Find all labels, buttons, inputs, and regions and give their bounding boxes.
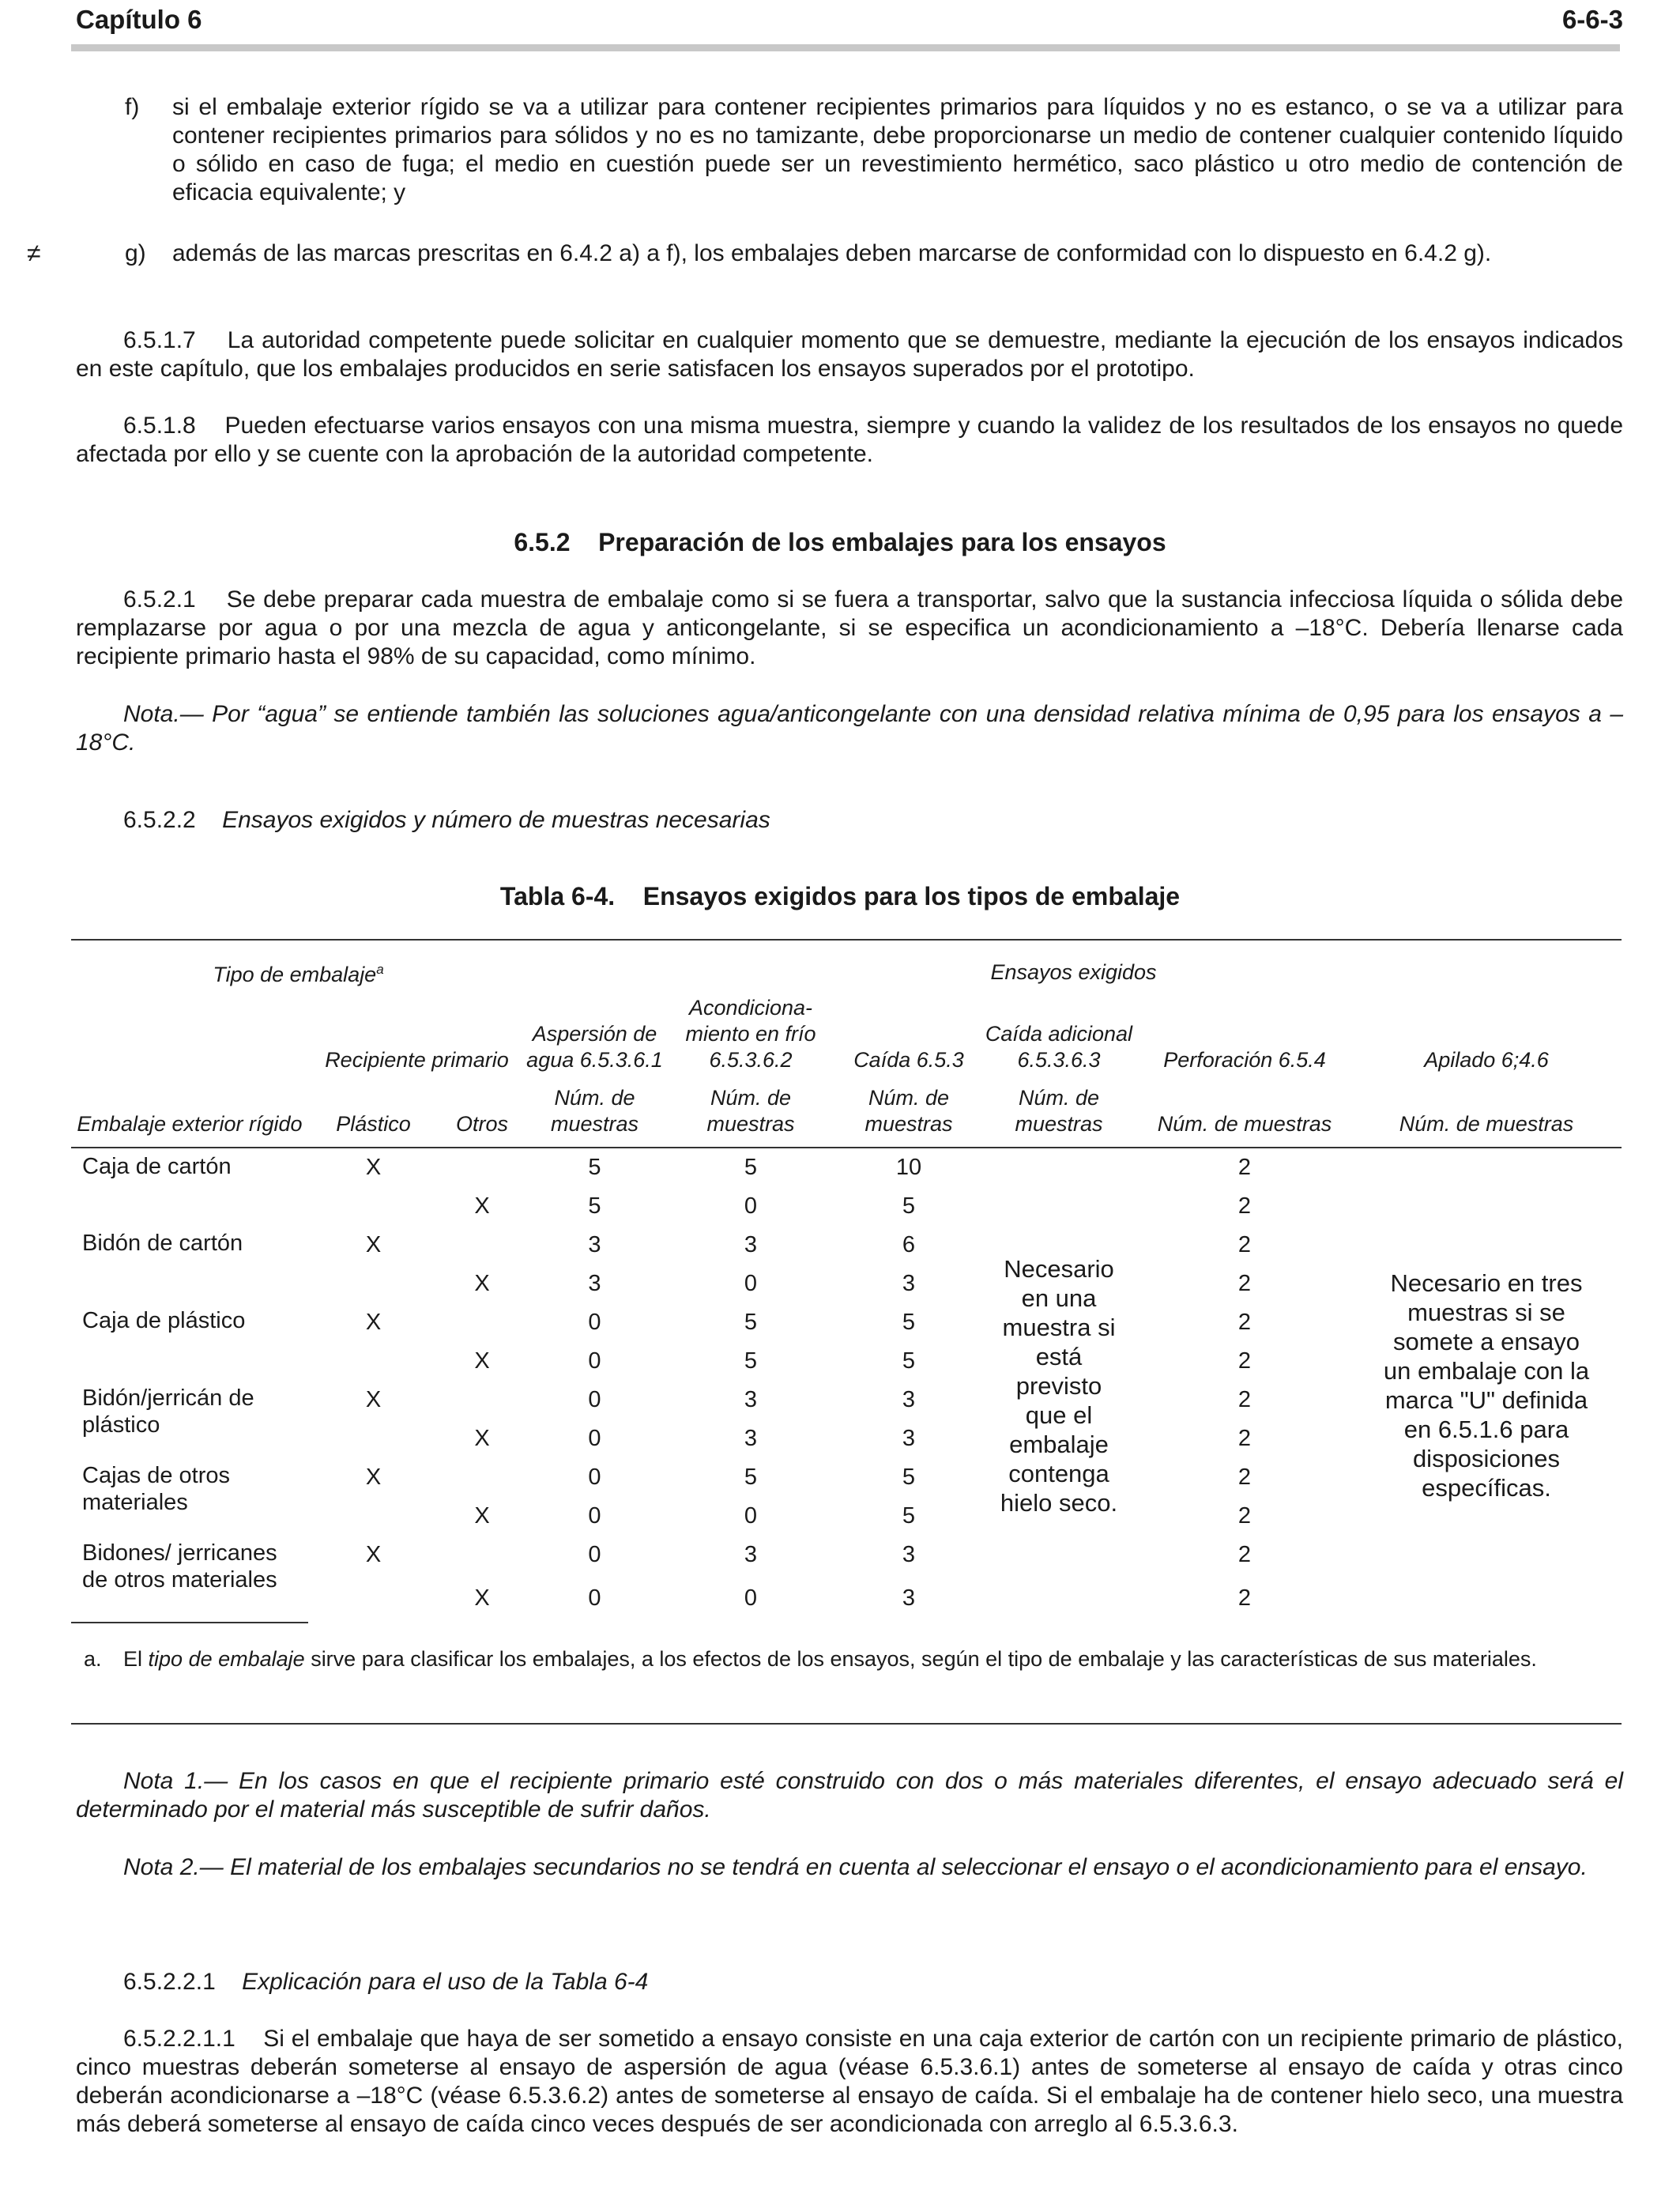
cell-perforacion: 2 <box>1237 1348 1252 1374</box>
cell-plastico: X <box>365 1309 382 1335</box>
footnote-text: El <box>123 1647 143 1671</box>
cell-aspersion: 5 <box>588 1155 601 1180</box>
stacking-note: Necesario en tres muestras si se somete a ensayo un embalaje con la marca "U" definida en 6.5.1.6 para disposiciones específicas. <box>1383 1269 1590 1502</box>
list-item-g <box>125 239 1623 268</box>
header-otros: Otros <box>455 1112 508 1136</box>
cell-perforacion: 2 <box>1237 1193 1252 1219</box>
cell-caida: 5 <box>902 1193 916 1219</box>
cell-caida: 3 <box>902 1386 916 1412</box>
header-tipo-embalaje: Tipo de embalaje$^a$ <box>213 962 384 986</box>
cell-aspersion: 3 <box>588 1231 601 1257</box>
page-number: 6-6-3 <box>1561 5 1623 34</box>
note-text: Por “agua” se entiende también las soluciones agua/anticongelante con una densidad relativa mínima de 0,95 para los ensayos a –18°C. <box>76 701 1624 756</box>
cell-aspersion: 0 <box>588 1502 601 1529</box>
cell-perforacion: 2 <box>1237 1386 1252 1412</box>
cell-acondicionamiento: 3 <box>744 1425 758 1451</box>
header-num-muestras: Núm. de muestras <box>1157 1112 1332 1136</box>
tests-table <box>71 939 1622 1623</box>
paragraph-text: Pueden efectuarse varios ensayos con una misma muestra, siempre y cuando la validez de los resultados de los ensayos no quede afectada por ello y se cuente con la aprobación de la autoridad competente. <box>76 413 1624 467</box>
section-title: Preparación de los embalajes para los ensayos <box>598 528 1166 556</box>
cell-aspersion: 0 <box>588 1309 601 1335</box>
cell-otros: X <box>474 1425 490 1451</box>
cell-aspersion: 0 <box>588 1425 601 1451</box>
paragraph-title: Ensayos exigidos y número de muestras necesarias <box>222 807 770 833</box>
cell-aspersion: 0 <box>588 1386 601 1412</box>
cell-otros <box>439 1535 525 1574</box>
header-num-muestras: Núm. de muestras <box>1399 1112 1574 1136</box>
cell-perforacion: 2 <box>1237 1541 1252 1567</box>
paragraph-6-5-2-2-1-1 <box>76 2025 1623 2139</box>
header-ensayos-exigidos: Ensayos exigidos <box>990 959 1157 984</box>
note-water <box>76 700 1623 757</box>
cell-otros: X <box>474 1502 490 1529</box>
cell-plastico <box>308 1186 439 1225</box>
cell-otros <box>439 1380 525 1419</box>
table-title: Ensayos exigidos para los tipos de embalaje <box>642 882 1181 910</box>
cell-perforacion: 2 <box>1237 1425 1252 1451</box>
cell-acondicionamiento: 3 <box>744 1386 758 1412</box>
paragraph-6-5-2-2-1 <box>76 1968 1623 1996</box>
cell-plastico <box>308 1264 439 1302</box>
paragraph-6-5-2-2 <box>76 806 1623 835</box>
paragraph-6-5-1-8 <box>76 412 1623 469</box>
cell-acondicionamiento: 5 <box>744 1309 758 1335</box>
header-num-muestras: Núm. de muestras <box>550 1086 639 1136</box>
cell-caida: 5 <box>902 1309 916 1335</box>
paragraph-number: 6.5.1.8 <box>123 413 196 439</box>
cell-caida: 3 <box>902 1425 916 1451</box>
paragraph-text: La autoridad competente puede solicitar en cualquier momento que se demuestre, mediante la ejecución de los ensayos indicados en este capítulo, que los embalajes producidos en serie satisfacen los ensayos superados por el prototipo. <box>76 327 1624 382</box>
header-acondicionamiento: Acondiciona-miento en frío 6.5.3.6.2 <box>685 996 816 1072</box>
cell-acondicionamiento: 0 <box>744 1270 758 1296</box>
paragraph-number: 6.5.2.2 <box>123 807 196 833</box>
note-lead: Nota 1.— <box>123 1768 228 1794</box>
note-text: En los casos en que el recipiente primario esté construido con dos o más materiales diferentes, el ensayo adecuado será el determinado por el material más susceptible de sufrir daños. <box>76 1768 1623 1823</box>
list-item-text: además de las marcas prescritas en 6.4.2 a) a f), los embalajes deben marcarse de conformidad con lo dispuesto en 6.4.2 g). <box>172 240 1492 266</box>
cell-otros <box>439 1302 525 1341</box>
cell-aspersion: 0 <box>588 1585 601 1611</box>
section-heading-6-5-2 <box>0 528 1680 557</box>
note-lead: Nota 2.— <box>123 1854 224 1880</box>
packaging-type: Bidón/jerricán de plástico <box>82 1385 254 1438</box>
table-footnote <box>84 1646 1625 1672</box>
footnote-label: a. <box>84 1647 102 1671</box>
cell-plastico <box>308 1341 439 1380</box>
paragraph-6-5-1-7 <box>76 326 1623 383</box>
cell-aspersion: 0 <box>588 1348 601 1374</box>
header-aspersion: Aspersión de agua 6.5.3.6.1 <box>526 1022 663 1072</box>
cell-caida: 3 <box>902 1541 916 1567</box>
note-text: El material de los embalajes secundarios no se tendrá en cuenta al seleccionar el ensayo o el acondicionamiento para el ensayo. <box>230 1854 1588 1880</box>
packaging-type: Bidón de cartón <box>82 1231 243 1256</box>
paragraph-number: 6.5.2.1 <box>123 586 196 613</box>
packaging-type: Caja de plástico <box>82 1308 246 1333</box>
cell-acondicionamiento: 5 <box>744 1348 758 1374</box>
paragraph-text: Se debe preparar cada muestra de embalaje como si se fuera a transportar, salvo que la sustancia infecciosa líquida o sólida debe remplazarse por agua o por una mezcla de agua y anticongelante, si se especifica un acondicionamiento a –18°C. Debería llenarse cada recipiente primario hasta el 98% de su capacidad, como mínimo. <box>76 586 1624 669</box>
header-num-muestras: Núm. de muestras <box>1015 1086 1103 1136</box>
list-item-f <box>125 93 1623 207</box>
header-apilado: Apilado 6;4.6 <box>1424 1048 1549 1072</box>
header-caida: Caída 6.5.3 <box>853 1048 964 1072</box>
footnote-emphasis: tipo de embalaje <box>148 1647 305 1671</box>
cell-acondicionamiento: 3 <box>744 1541 758 1567</box>
cell-otros <box>439 1225 525 1264</box>
note-lead: Nota.— <box>123 701 204 727</box>
cell-aspersion: 0 <box>588 1464 601 1490</box>
header-plastico: Plástico <box>336 1112 411 1136</box>
cell-caida: 5 <box>902 1464 916 1490</box>
cell-caida: 5 <box>902 1502 916 1529</box>
cell-perforacion: 2 <box>1237 1464 1252 1490</box>
note-2 <box>76 1853 1623 1882</box>
paragraph-title: Explicación para el uso de la Tabla 6-4 <box>242 1969 649 1995</box>
cell-perforacion: 2 <box>1237 1502 1252 1529</box>
cell-acondicionamiento: 5 <box>744 1464 758 1490</box>
cell-aspersion: 0 <box>588 1541 601 1567</box>
header-num-muestras: Núm. de muestras <box>706 1086 795 1136</box>
cell-plastico: X <box>365 1155 382 1180</box>
cell-plastico: X <box>365 1231 382 1257</box>
cell-caida: 3 <box>902 1270 916 1296</box>
cell-perforacion: 2 <box>1237 1155 1252 1180</box>
change-mark: ≠ <box>27 239 41 267</box>
table-bottom-rule <box>71 1723 1622 1725</box>
cell-acondicionamiento: 0 <box>744 1193 758 1219</box>
header-recipiente-primario: Recipiente primario <box>325 1048 509 1072</box>
footnote-text: sirve para clasificar los embalajes, a los efectos de los ensayos, según el tipo de embalaje y las características de sus materiales. <box>311 1647 1537 1671</box>
cell-otros: X <box>474 1585 490 1611</box>
cell-caida: 3 <box>902 1585 916 1611</box>
cell-aspersion: 3 <box>588 1270 601 1296</box>
cell-acondicionamiento: 0 <box>744 1502 758 1529</box>
cell-caida: 6 <box>902 1231 916 1257</box>
table-row <box>71 1148 1622 1186</box>
packaging-type: Cajas de otros materiales <box>82 1463 230 1515</box>
cell-aspersion: 5 <box>588 1193 601 1219</box>
cell-otros: X <box>474 1270 490 1296</box>
section-number: 6.5.2 <box>514 528 571 556</box>
table-caption <box>0 882 1680 911</box>
cell-otros: X <box>474 1193 490 1219</box>
chapter-title: Capítulo 6 <box>76 5 202 34</box>
header-rule <box>71 44 1620 51</box>
cell-plastico: X <box>365 1541 382 1567</box>
header-perforacion: Perforación 6.5.4 <box>1163 1048 1326 1072</box>
cell-otros <box>439 1148 525 1186</box>
note-1 <box>76 1767 1623 1824</box>
cell-acondicionamiento: 3 <box>744 1231 758 1257</box>
cell-perforacion: 2 <box>1237 1231 1252 1257</box>
cell-plastico <box>308 1496 439 1535</box>
dry-ice-note: Necesario en una muestra si está previsto que el embalaje contenga hielo seco. <box>1000 1254 1118 1517</box>
paragraph-number: 6.5.2.2.1.1 <box>123 2026 235 2052</box>
cell-caida: 5 <box>902 1348 916 1374</box>
cell-plastico: X <box>365 1464 382 1490</box>
packaging-type: Caja de cartón <box>82 1154 232 1179</box>
paragraph-number: 6.5.2.2.1 <box>123 1969 216 1995</box>
cell-caida: 10 <box>895 1155 922 1180</box>
list-item-label: f) <box>125 94 140 120</box>
list-item-text: si el embalaje exterior rígido se va a utilizar para contener recipientes primarios para líquidos y no es estanco, o se va a utilizar para contener recipientes primarios para sólidos y no es no tamizante, debe proporcionarse un medio de contener cualquier contenido líquido o sólido en caso de fuga; el medio en cuestión puede ser un revestimiento hermético, saco plástico u otro medio de contención de eficacia equivalente; y <box>172 94 1623 205</box>
cell-perforacion: 2 <box>1237 1309 1252 1335</box>
cell-perforacion: 2 <box>1237 1585 1252 1611</box>
header-caida-adicional: Caída adicional 6.5.3.6.3 <box>985 1022 1133 1072</box>
header-num-muestras: Núm. de muestras <box>864 1086 953 1136</box>
list-item-label: g) <box>125 240 146 266</box>
table-number: Tabla 6-4. <box>499 882 616 910</box>
cell-perforacion: 2 <box>1237 1270 1252 1296</box>
cell-acondicionamiento: 0 <box>744 1585 758 1611</box>
cell-otros <box>439 1457 525 1496</box>
cell-otros: X <box>474 1348 490 1374</box>
cell-plastico: X <box>365 1386 382 1412</box>
cell-plastico <box>308 1419 439 1457</box>
packaging-type: Bidones/ jerricanes de otros materiales <box>71 1535 308 1623</box>
paragraph-text: Si el embalaje que haya de ser sometido a ensayo consiste en una caja exterior de cartón con un recipiente primario de plástico, cinco muestras deberán someterse al ensayo de aspersión de agua (véase 6.5.3.6.1) antes de someterse al ensayo de caída y otras cinco deberán acondicionarse a –18°C (véase 6.5.3.6.2) antes de someterse al ensayo de caída. Si el embalaje ha de contener hielo seco, una muestra más deberá someterse al ensayo de caída cinco veces después de ser acondicionada con arreglo al 6.5.3.6.3. <box>76 2026 1623 2137</box>
cell-acondicionamiento: 5 <box>744 1155 758 1180</box>
paragraph-6-5-2-1 <box>76 586 1623 671</box>
paragraph-number: 6.5.1.7 <box>123 327 196 353</box>
cell-plastico <box>308 1574 439 1623</box>
running-header <box>76 5 1623 49</box>
table-body <box>71 1148 1622 1623</box>
header-embalaje-exterior: Embalaje exterior rígido <box>77 1112 303 1136</box>
